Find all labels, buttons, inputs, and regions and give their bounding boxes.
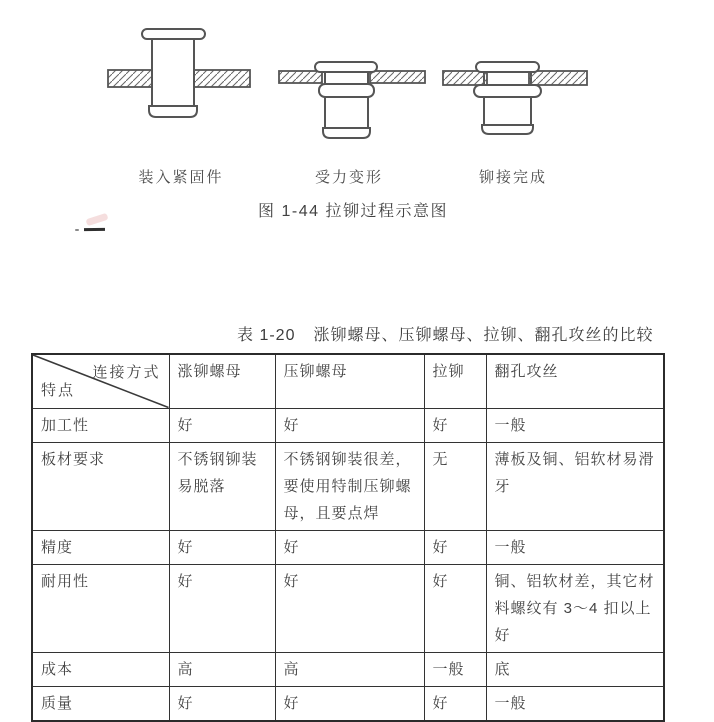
table-number: 表 1-20	[237, 327, 296, 344]
column-header: 涨铆螺母	[169, 354, 275, 408]
column-header: 翻孔攻丝	[486, 354, 664, 408]
rivet-deform-diagram	[275, 58, 430, 141]
value-cell: 好	[424, 408, 486, 442]
rivet-complete-diagram	[438, 58, 590, 138]
stray-dash-mark	[84, 228, 105, 231]
value-cell: 好	[275, 564, 424, 652]
value-cell: 底	[486, 652, 664, 686]
step-label-deform: 受力变形	[314, 169, 383, 186]
feature-cell: 加工性	[32, 408, 169, 442]
rivet-insert-diagram	[105, 25, 255, 120]
value-cell: 不锈钢铆装易脱落	[169, 442, 275, 530]
column-header: 压铆螺母	[275, 354, 424, 408]
feature-cell: 成本	[32, 652, 169, 686]
value-cell: 好	[169, 564, 275, 652]
value-cell: 薄板及铜、铝软材易滑牙	[486, 442, 664, 530]
table-row	[32, 408, 664, 442]
table-header-row	[32, 354, 664, 408]
table-row	[32, 530, 664, 564]
value-cell: 好	[424, 564, 486, 652]
header-feature: 特点	[41, 381, 76, 399]
table-row	[32, 564, 664, 652]
figure-caption: 图 1-44 拉铆过程示意图	[258, 203, 448, 220]
header-connection-method: 连接方式	[92, 364, 161, 381]
value-cell: 好	[169, 686, 275, 721]
value-cell: 不锈钢铆装很差，要使用特制压铆螺母，且要点焊	[275, 442, 424, 530]
value-cell: 好	[169, 530, 275, 564]
value-cell: 一般	[486, 686, 664, 721]
diagonal-header-cell	[32, 354, 169, 408]
value-cell: 铜、铝软材差，其它材料螺纹有 3～4 扣以上好	[486, 564, 664, 652]
feature-cell: 板材要求	[32, 442, 169, 530]
column-header: 拉铆	[424, 354, 486, 408]
value-cell: 好	[169, 408, 275, 442]
table-row	[32, 686, 664, 721]
value-cell: 一般	[486, 408, 664, 442]
value-cell: 一般	[424, 652, 486, 686]
feature-cell: 耐用性	[32, 564, 169, 652]
table-title-text: 涨铆螺母、压铆螺母、拉铆、翻孔攻丝的比较	[313, 327, 654, 344]
table-row	[32, 442, 664, 530]
value-cell: 无	[424, 442, 486, 530]
table-title	[237, 322, 654, 345]
value-cell: 高	[169, 652, 275, 686]
value-cell: 一般	[486, 530, 664, 564]
value-cell: 好	[275, 686, 424, 721]
value-cell: 好	[275, 530, 424, 564]
step-label-complete: 铆接完成	[478, 169, 547, 186]
table-row	[32, 652, 664, 686]
value-cell: 高	[275, 652, 424, 686]
feature-cell: 质量	[32, 686, 169, 721]
step-label-insert: 装入紧固件	[138, 169, 224, 186]
comparison-table	[31, 353, 665, 722]
value-cell: 好	[424, 686, 486, 721]
value-cell: 好	[275, 408, 424, 442]
ink-smudge	[85, 213, 108, 226]
feature-cell: 精度	[32, 530, 169, 564]
stray-dot-mark	[75, 229, 79, 231]
value-cell: 好	[424, 530, 486, 564]
